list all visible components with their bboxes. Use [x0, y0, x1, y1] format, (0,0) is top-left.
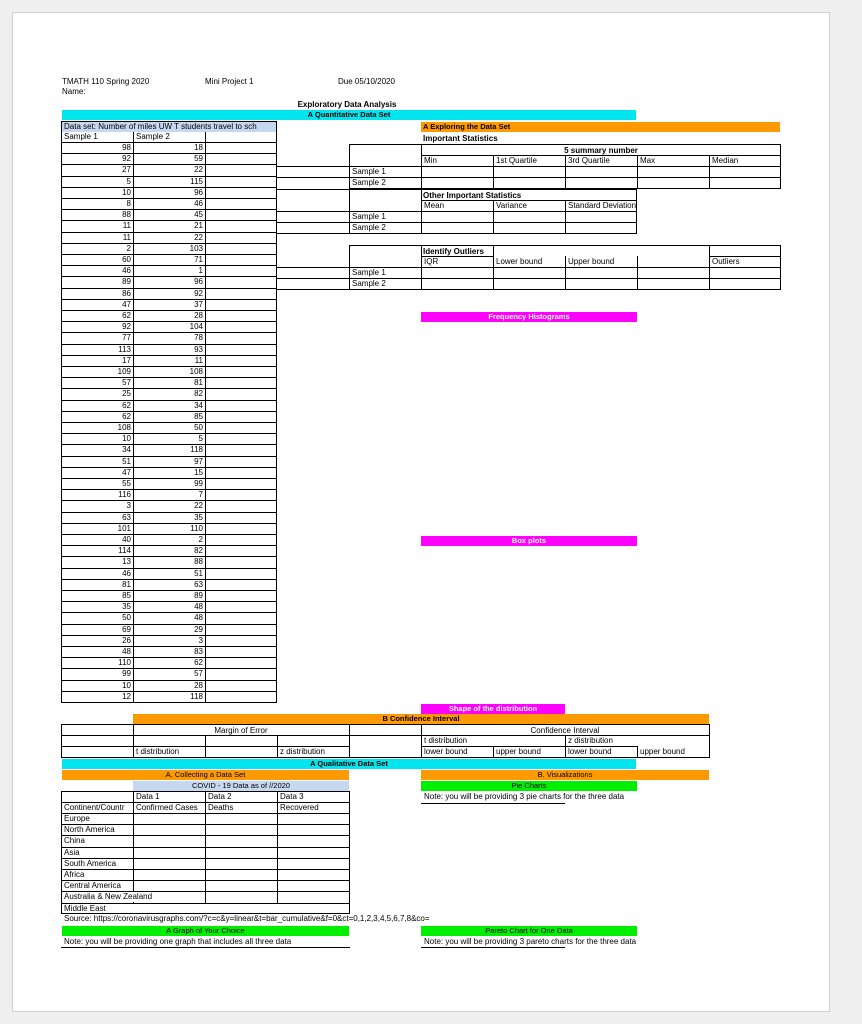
region-label: Asia	[64, 848, 80, 857]
table-cell-sample-2: 1	[198, 266, 203, 275]
table-cell-sample-1: 3	[126, 501, 131, 510]
table-cell-sample-2: 83	[194, 647, 203, 656]
col-upper-bound: Upper bound	[568, 257, 615, 266]
lower-bound-label: lower bound	[424, 747, 468, 756]
qualitative-header: A Qualitative Data Set	[62, 759, 636, 769]
table-cell-sample-2: 59	[194, 154, 203, 163]
margin-of-error-label: Margin of Error	[214, 726, 268, 735]
table-cell-sample-1: 34	[122, 445, 131, 454]
table-cell-sample-2: 78	[194, 333, 203, 342]
table-cell-sample-2: 71	[194, 255, 203, 264]
row-sample-1: Sample 1	[352, 167, 386, 176]
table-cell-sample-2: 28	[194, 311, 203, 320]
row-sample-2: Sample 2	[352, 178, 386, 187]
table-cell-sample-2: 57	[194, 669, 203, 678]
table-cell-sample-2: 48	[194, 602, 203, 611]
rule	[421, 947, 565, 948]
data-2-label: Data 2	[208, 792, 232, 801]
col-outliers: Outliers	[712, 257, 740, 266]
table-cell-sample-1: 116	[118, 490, 131, 499]
other-stats-label: Other Important Statistics	[423, 191, 522, 200]
page-title: Exploratory Data Analysis	[297, 100, 397, 109]
table-cell-sample-1: 113	[118, 345, 131, 354]
table-cell-sample-1: 11	[122, 233, 131, 242]
table-cell-sample-1: 47	[122, 468, 131, 477]
rule	[277, 211, 349, 212]
box-plots-header: Box plots	[421, 536, 637, 546]
frequency-histograms-header: Frequency Histograms	[421, 312, 637, 322]
table-cell-sample-2: 118	[190, 692, 203, 701]
table-cell-sample-1: 26	[122, 636, 131, 645]
table-cell-sample-1: 8	[126, 199, 131, 208]
upper-bound-label: upper bound	[640, 747, 685, 756]
region-label: China	[64, 836, 85, 845]
project-label: Mini Project 1	[205, 77, 254, 86]
data-3-label: Data 3	[280, 792, 304, 801]
col-variance: Variance	[496, 201, 527, 210]
graph-note: Note: you will be providing one graph that includes all three data	[64, 937, 292, 946]
table-cell-sample-1: 5	[126, 177, 131, 186]
table-cell-sample-1: 69	[122, 625, 131, 634]
col-deaths: Deaths	[208, 803, 234, 812]
col-median: Median	[712, 156, 739, 165]
table-cell-sample-1: 60	[122, 255, 131, 264]
dataset-caption: Data set: Number of miles UW T students travel to sch	[62, 122, 276, 132]
rule	[349, 724, 350, 758]
table-cell-sample-1: 110	[118, 658, 131, 667]
course-label: TMATH 110 Spring 2020	[62, 77, 150, 86]
col-lower-bound: Lower bound	[496, 257, 543, 266]
confidence-interval-label: Confidence Interval	[530, 726, 600, 735]
table-cell-sample-1: 35	[122, 602, 131, 611]
region-label: Middle East	[64, 904, 106, 913]
table-cell-sample-1: 62	[122, 401, 131, 410]
row-sample-1: Sample 1	[352, 268, 386, 277]
table-cell-sample-1: 48	[122, 647, 131, 656]
col-divider	[205, 132, 206, 703]
t-dist-label: t distribution	[136, 747, 180, 756]
region-label: Europe	[64, 814, 90, 823]
table-cell-sample-2: 93	[194, 345, 203, 354]
confidence-header: B Confidence Interval	[133, 714, 709, 724]
table-cell-sample-2: 37	[194, 300, 203, 309]
table-cell-sample-1: 81	[122, 580, 131, 589]
col-sample-2: Sample 2	[136, 132, 170, 141]
table-cell-sample-1: 109	[117, 367, 131, 376]
five-number-title: 5 summary number	[564, 146, 638, 155]
shape-header: Shape of the distribution	[421, 704, 565, 714]
table-cell-sample-1: 51	[122, 457, 131, 466]
rule	[277, 177, 349, 178]
table-cell-sample-1: 62	[122, 311, 131, 320]
table-cell-sample-1: 46	[122, 266, 131, 275]
rule	[421, 189, 422, 234]
table-cell-sample-2: 18	[194, 143, 203, 152]
table-cell-sample-2: 97	[194, 457, 203, 466]
row-sample-2: Sample 2	[352, 223, 386, 232]
table-cell-sample-1: 40	[122, 535, 131, 544]
table-cell-sample-2: 35	[194, 513, 203, 522]
t-dist-label: t distribution	[424, 736, 468, 745]
table-cell-sample-1: 46	[122, 569, 131, 578]
pareto-note: Note: you will be providing 3 pareto charts for the three data	[424, 937, 637, 946]
table-cell-sample-1: 88	[122, 210, 131, 219]
table-cell-sample-1: 57	[122, 378, 131, 387]
table-cell-sample-1: 86	[122, 289, 131, 298]
rule	[277, 166, 349, 167]
table-cell-sample-2: 22	[194, 165, 203, 174]
table-cell-sample-1: 10	[122, 434, 131, 443]
table-cell-sample-2: 11	[194, 356, 203, 365]
important-stats-label: Important Statistics	[423, 134, 498, 143]
exploring-header: A Exploring the Data Set	[421, 122, 780, 132]
source-link[interactable]: Source: https://coronavirusgraphs.com/?c=c&y=linear&t=bar_cumulative&f=0&ct=0,1,2,3,4,5,6,7,8&co=	[64, 914, 430, 923]
table-cell-sample-1: 63	[122, 513, 131, 522]
col-mean: Mean	[424, 201, 445, 210]
table-cell-sample-1: 85	[122, 591, 131, 600]
rule	[421, 245, 422, 290]
table-cell-sample-2: 15	[194, 468, 203, 477]
table-cell-sample-1: 92	[122, 154, 131, 163]
table-cell-sample-1: 98	[122, 143, 131, 152]
table-cell-sample-1: 11	[122, 221, 131, 230]
table-cell-sample-2: 62	[194, 658, 203, 667]
collecting-header: A. Collecting a Data Set	[62, 770, 349, 780]
table-cell-sample-2: 82	[194, 546, 203, 555]
table-cell-sample-2: 99	[194, 479, 203, 488]
rule	[205, 735, 206, 758]
table-cell-sample-2: 108	[189, 367, 203, 376]
region-label: South America	[64, 859, 117, 868]
name-label: Name:	[62, 87, 86, 96]
table-cell-sample-2: 115	[190, 177, 203, 186]
lower-bound-label: lower bound	[568, 747, 612, 756]
rule	[277, 189, 349, 190]
col-q1: 1st Quartile	[496, 156, 537, 165]
table-cell-sample-2: 82	[194, 389, 203, 398]
rule	[637, 256, 638, 290]
region-label: Africa	[64, 870, 85, 879]
outliers-label: Identify Outliers	[423, 247, 484, 256]
z-dist-label: z distribution	[280, 747, 325, 756]
pareto-header: Pareto Chart for One Data	[421, 926, 637, 936]
rule	[277, 289, 349, 290]
table-cell-sample-2: 21	[194, 221, 203, 230]
table-cell-sample-2: 96	[194, 277, 203, 286]
table-cell-sample-2: 22	[194, 501, 203, 510]
rule	[61, 947, 350, 948]
upper-bound-label: upper bound	[496, 747, 541, 756]
col-iqr: IQR	[424, 257, 439, 266]
col-std-dev: Standard Deviation	[568, 201, 637, 210]
table-cell-sample-2: 28	[194, 681, 203, 690]
rule	[277, 233, 349, 234]
table-cell-sample-1: 27	[122, 165, 131, 174]
table-cell-sample-2: 45	[194, 210, 203, 219]
pie-note: Note: you will be providing 3 pie charts for the three data	[424, 792, 625, 801]
table-cell-sample-1: 47	[122, 300, 131, 309]
table-cell-sample-1: 50	[122, 613, 131, 622]
table-cell-sample-2: 51	[194, 569, 203, 578]
row-sample-2: Sample 2	[352, 279, 386, 288]
due-date: Due 05/10/2020	[338, 77, 395, 86]
covid-title: COVID - 19 Data as of //2020	[133, 781, 349, 791]
table-cell-sample-1: 13	[122, 557, 131, 566]
table-cell-sample-2: 3	[198, 636, 203, 645]
table-cell-sample-1: 62	[122, 412, 131, 421]
table-cell-sample-2: 85	[194, 412, 203, 421]
row-sample-1: Sample 1	[352, 212, 386, 221]
table-cell-sample-1: 12	[122, 692, 131, 701]
table-cell-sample-2: 88	[194, 557, 203, 566]
table-cell-sample-2: 103	[189, 244, 203, 253]
table-cell-sample-2: 81	[194, 378, 203, 387]
col-q3: 3rd Quartile	[568, 156, 610, 165]
table-cell-sample-2: 104	[189, 322, 203, 331]
table-cell-sample-1: 77	[122, 333, 131, 342]
table-cell-sample-2: 50	[194, 423, 203, 432]
table-cell-sample-1: 99	[122, 669, 131, 678]
rule	[277, 267, 349, 268]
col-confirmed: Confirmed Cases	[136, 803, 198, 812]
table-cell-sample-1: 89	[122, 277, 131, 286]
rule	[493, 245, 494, 290]
table-cell-sample-2: 89	[194, 591, 203, 600]
table-cell-sample-1: 25	[122, 389, 131, 398]
table-cell-sample-1: 17	[122, 356, 131, 365]
col-sample-1: Sample 1	[64, 132, 98, 141]
table-cell-sample-1: 10	[122, 681, 131, 690]
table-cell-sample-2: 2	[198, 535, 203, 544]
table-cell-sample-2: 22	[194, 233, 203, 242]
pie-charts-header: Pie Charts	[421, 781, 637, 791]
table-cell-sample-2: 118	[190, 445, 203, 454]
region-label: Australia & New Zealand	[62, 892, 202, 902]
z-dist-label: z distribution	[568, 736, 613, 745]
rule	[277, 222, 349, 223]
rule	[421, 803, 565, 804]
table-cell-sample-1: 92	[122, 322, 131, 331]
table-cell-sample-1: 108	[117, 423, 131, 432]
table-cell-sample-1: 2	[126, 244, 131, 253]
table-cell-sample-1: 55	[122, 479, 131, 488]
data-1-label: Data 1	[136, 792, 160, 801]
region-label: North America	[64, 825, 115, 834]
region-label: Central America	[64, 881, 121, 890]
col-country: Continent/Countr	[64, 803, 125, 812]
table-cell-sample-2: 96	[194, 188, 203, 197]
table-cell-sample-2: 29	[194, 625, 203, 634]
table-cell-sample-1: 10	[122, 188, 131, 197]
col-max: Max	[640, 156, 656, 165]
table-cell-sample-2: 46	[194, 199, 203, 208]
rule	[709, 245, 710, 290]
table-cell-sample-2: 63	[194, 580, 203, 589]
visualizations-header: B. Visualizations	[421, 770, 709, 780]
col-min: Min	[424, 156, 437, 165]
graph-choice-header: A Graph of Your Choice	[62, 926, 349, 936]
table-cell-sample-2: 7	[198, 490, 203, 499]
table-cell-sample-1: 101	[117, 524, 131, 533]
quantitative-header: A Quantitative Data Set	[62, 110, 636, 120]
table-cell-sample-2: 110	[190, 524, 203, 533]
table-cell-sample-1: 114	[118, 546, 131, 555]
table-cell-sample-2: 92	[194, 289, 203, 298]
table-cell-sample-2: 48	[194, 613, 203, 622]
rule	[421, 144, 422, 189]
table-cell-sample-2: 34	[194, 401, 203, 410]
rule	[277, 278, 349, 279]
col-recovered: Recovered	[280, 803, 319, 812]
table-cell-sample-2: 5	[198, 434, 203, 443]
